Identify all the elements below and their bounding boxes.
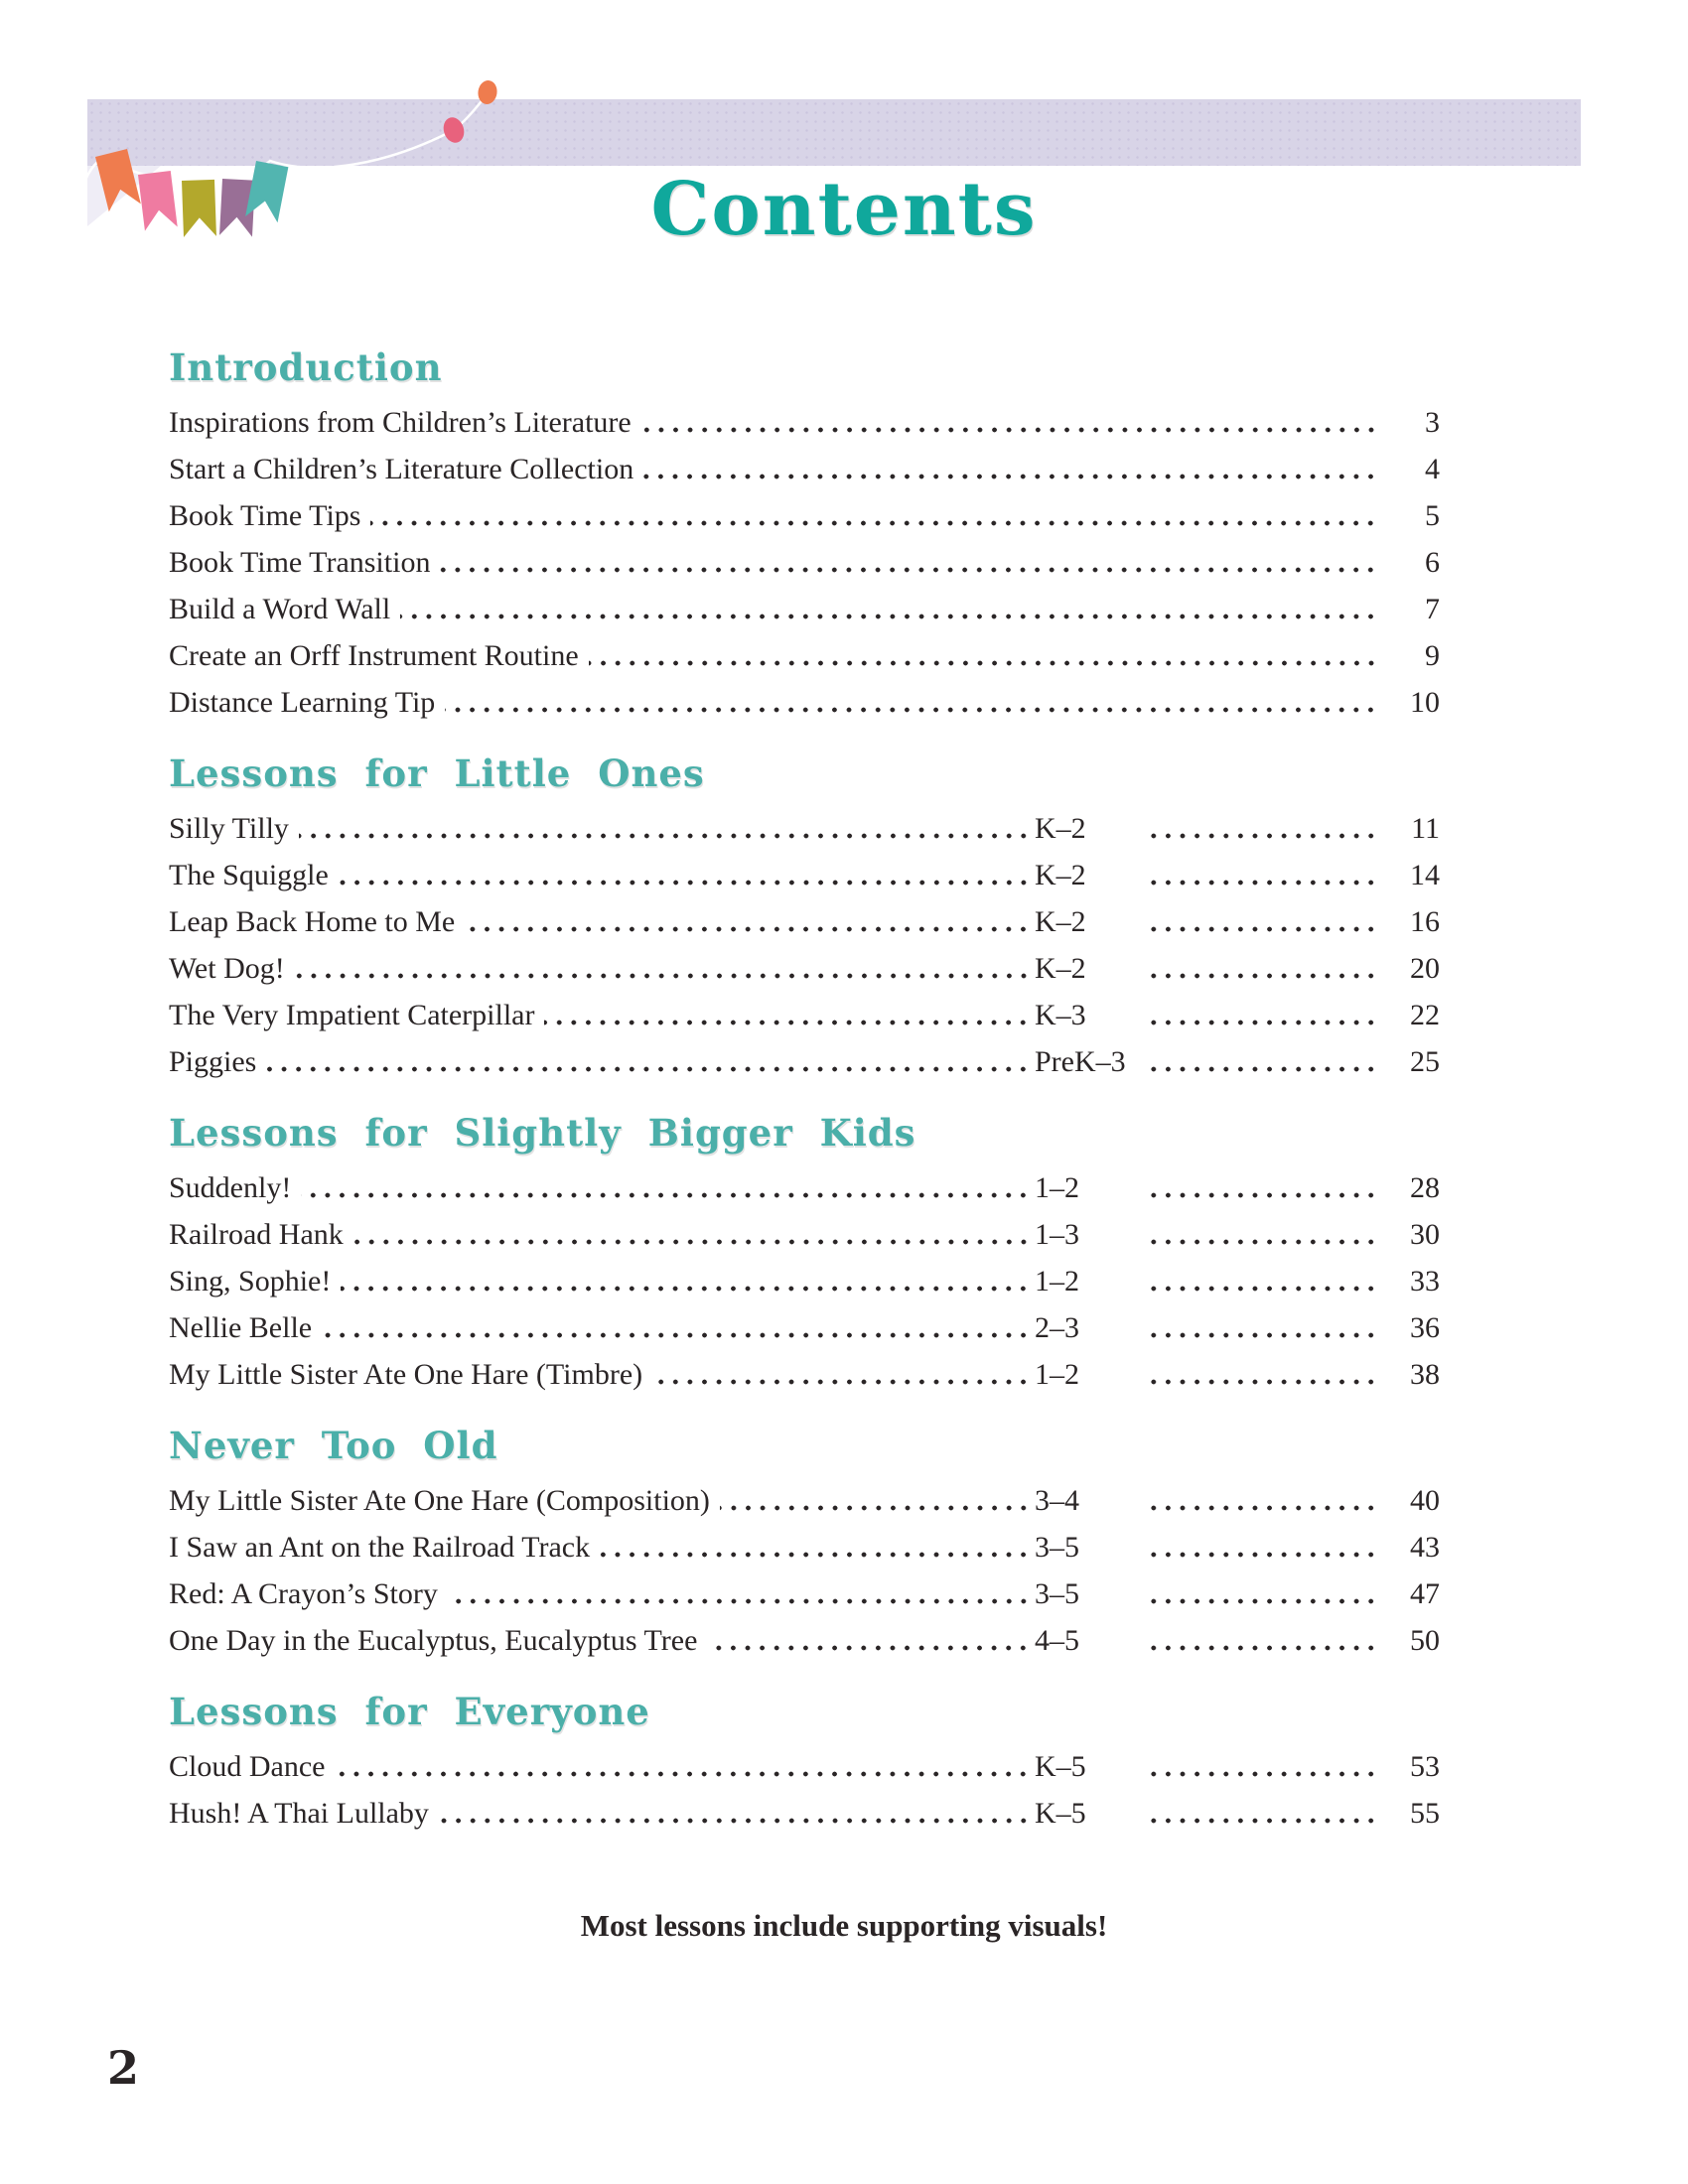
entry-page-number: 53 [1410,1750,1440,1783]
entry-title: Piggies [169,1045,257,1078]
entry-title: Red: A Crayon’s Story [169,1577,438,1610]
entry-page-number: 10 [1410,686,1440,719]
entry-page-number: 38 [1410,1358,1440,1391]
entry-grade: K–2 [1035,859,1086,891]
toc-entry [169,492,1440,539]
dot-leader [544,1020,1031,1025]
toc-entry [169,632,1440,679]
entry-title: Hush! A Thai Lullaby [169,1797,429,1830]
entry-title: Cloud Dance [169,1750,326,1783]
dot-leader [353,1239,1031,1245]
section-heading-lessons-for-slightly-bigger-kids: Lessons for Slightly Bigger Kids [169,1111,916,1155]
toc-entry-left [169,992,1035,1038]
entry-title: My Little Sister Ate One Hare (Composition) [169,1484,710,1517]
entry-page-number: 5 [1425,499,1440,532]
toc-entry [169,586,1440,632]
toc-entry [169,446,1440,492]
entry-title: Railroad Hank [169,1218,344,1251]
toc-entry [169,945,1440,992]
dot-leader [299,833,1031,839]
entry-title: Distance Learning Tip [169,686,436,719]
toc-entry-left [169,1743,1035,1790]
entry-grade: PreK–3 [1035,1045,1126,1078]
entry-title: Book Time Transition [169,546,431,579]
dot-leader [440,567,1378,573]
entry-grade: 1–3 [1035,1218,1079,1251]
entry-title: Wet Dog! [169,952,285,985]
string-dot-pink-icon [440,115,467,146]
entry-page-number: 43 [1410,1531,1440,1564]
toc-entry-left [169,492,1382,539]
toc-entry [169,1743,1440,1790]
entry-page-number: 6 [1425,546,1440,579]
entry-grade: K–5 [1035,1797,1086,1830]
entry-title: One Day in the Eucalyptus, Eucalyptus Tree [169,1624,698,1657]
dot-leader [707,1645,1031,1651]
entry-page-number: 4 [1425,453,1440,485]
toc-entry [169,852,1440,898]
entry-page-number: 50 [1410,1624,1440,1657]
entry-grade: 1–2 [1035,1358,1079,1391]
toc-entry-left [169,399,1382,446]
toc-entry-left [169,632,1382,679]
entry-page-number: 11 [1411,812,1440,845]
toc-entry [169,1570,1440,1617]
entry-grade: 3–5 [1035,1531,1079,1564]
entry-grade: 1–2 [1035,1265,1079,1297]
dot-leader [1144,880,1378,886]
toc-entry-left [169,945,1035,992]
dot-leader [1144,1066,1378,1072]
entry-title: Book Time Tips [169,499,361,532]
dot-leader [1144,1286,1378,1292]
entry-grade: 2–3 [1035,1311,1079,1344]
entry-page-number: 40 [1410,1484,1440,1517]
dot-leader [1144,1645,1378,1651]
entry-grade: K–2 [1035,952,1086,985]
entry-page-number: 36 [1410,1311,1440,1344]
entry-page-number: 3 [1425,406,1440,439]
toc-entry-left [169,805,1035,852]
dot-leader [1144,1505,1378,1511]
section-heading-lessons-for-everyone: Lessons for Everyone [169,1690,650,1733]
dot-leader [322,1332,1031,1338]
entry-page-number: 33 [1410,1265,1440,1297]
dot-leader [445,707,1378,713]
entry-title: Leap Back Home to Me [169,905,456,938]
toc-entry [169,1351,1440,1398]
entry-page-number: 14 [1410,859,1440,891]
dot-leader [1144,833,1378,839]
toc-entry-left [169,1351,1035,1398]
entry-grade: 1–2 [1035,1171,1079,1204]
entry-title: Suddenly! [169,1171,292,1204]
footer-note: Most lessons include supporting visuals! [580,1908,1108,1943]
dot-leader [301,1192,1031,1198]
toc-entry-left [169,679,1382,726]
entry-grade: K–2 [1035,905,1086,938]
entry-grade: K–3 [1035,999,1086,1031]
dot-leader [295,973,1031,979]
entry-grade: 3–4 [1035,1484,1079,1517]
dot-leader [1144,1020,1378,1025]
toc-entry [169,1211,1440,1258]
entry-page-number: 7 [1425,593,1440,625]
dot-leader [266,1066,1031,1072]
toc-entry-left [169,446,1382,492]
dot-leader [1144,1598,1378,1604]
entry-grade: 4–5 [1035,1624,1079,1657]
dot-leader [335,1771,1031,1777]
entry-page-number: 22 [1410,999,1440,1031]
entry-title: The Squiggle [169,859,329,891]
dot-leader [439,1818,1031,1824]
entry-page-number: 55 [1410,1797,1440,1830]
entry-title: Sing, Sophie! [169,1265,332,1297]
toc-entry [169,1258,1440,1304]
dot-leader [720,1505,1031,1511]
toc-entry-left [169,1304,1035,1351]
toc-entry-left [169,1524,1035,1570]
entry-page-number: 25 [1410,1045,1440,1078]
dot-leader [643,474,1378,479]
dot-leader [465,926,1031,932]
toc-entry-left [169,1164,1035,1211]
dot-leader [1144,1379,1378,1385]
toc-entry-left [169,1211,1035,1258]
toc-entry [169,1304,1440,1351]
entry-page-number: 9 [1425,639,1440,672]
toc-entry [169,539,1440,586]
entry-page-number: 28 [1410,1171,1440,1204]
toc-entry [169,898,1440,945]
toc-entry-left [169,1258,1035,1304]
table-of-contents [169,345,1440,1837]
dot-leader [400,614,1378,619]
toc-entry [169,679,1440,726]
dot-leader [600,1552,1031,1558]
dot-leader [1144,1818,1378,1824]
entry-page-number: 16 [1410,905,1440,938]
dot-leader [339,880,1031,886]
dot-leader [589,660,1378,666]
entry-title: Inspirations from Children’s Literature [169,406,632,439]
toc-entry-left [169,1477,1035,1524]
page-number: 2 [107,2041,140,2095]
toc-entry-left [169,898,1035,945]
entry-grade: K–5 [1035,1750,1086,1783]
dot-leader [448,1598,1031,1604]
toc-entry [169,399,1440,446]
entry-title: Nellie Belle [169,1311,313,1344]
toc-entry [169,1524,1440,1570]
entry-page-number: 20 [1410,952,1440,985]
entry-title: The Very Impatient Caterpillar [169,999,535,1031]
section-heading-lessons-for-little-ones: Lessons for Little Ones [169,751,705,795]
entry-title: Create an Orff Instrument Routine [169,639,579,672]
toc-entry-left [169,586,1382,632]
entry-title: Start a Children’s Literature Collection [169,453,634,485]
entry-page-number: 47 [1410,1577,1440,1610]
section-heading-introduction: Introduction [169,345,443,389]
toc-entry [169,805,1440,852]
toc-entry-left [169,1038,1035,1085]
dot-leader [1144,1552,1378,1558]
dot-leader [1144,1332,1378,1338]
dot-leader [1144,973,1378,979]
toc-entry-left [169,852,1035,898]
toc-entry-left [169,539,1382,586]
dot-leader [641,427,1378,433]
entry-page-number: 30 [1410,1218,1440,1251]
page-title: Contents [650,167,1038,252]
entry-title: I Saw an Ant on the Railroad Track [169,1531,591,1564]
entry-grade: K–2 [1035,812,1086,845]
dot-leader [1144,1771,1378,1777]
dot-leader [652,1379,1031,1385]
toc-entry [169,1477,1440,1524]
toc-entry [169,1790,1440,1837]
entry-title: Silly Tilly [169,812,289,845]
entry-title: Build a Word Wall [169,593,391,625]
toc-entry-left [169,1790,1035,1837]
dot-leader [1144,926,1378,932]
dot-leader [370,520,1378,526]
toc-entry-left [169,1617,1035,1664]
entry-grade: 3–5 [1035,1577,1079,1610]
toc-entry [169,1617,1440,1664]
dot-leader [1144,1239,1378,1245]
dot-leader [341,1286,1031,1292]
section-heading-never-too-old: Never Too Old [169,1424,498,1467]
dot-leader [1144,1192,1378,1198]
toc-entry [169,1164,1440,1211]
toc-entry [169,1038,1440,1085]
toc-entry [169,992,1440,1038]
entry-title: My Little Sister Ate One Hare (Timbre) [169,1358,643,1391]
toc-entry-left [169,1570,1035,1617]
